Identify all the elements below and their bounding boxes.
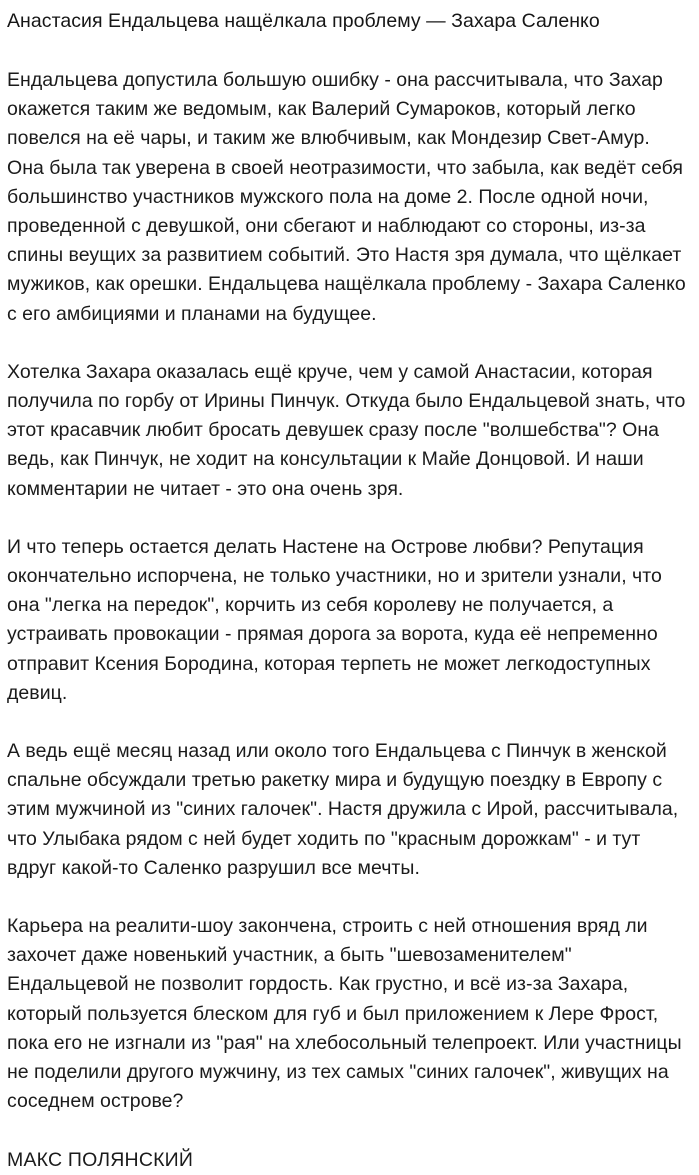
paragraph-spacer: [7, 708, 692, 737]
paragraph-spacer: [7, 329, 692, 358]
paragraph-spacer: [7, 883, 692, 912]
paragraph-spacer: [7, 504, 692, 533]
article-paragraph-5: Карьера на реалити-шоу закончена, строить с ней отношения вряд ли захочет даже новенький участник, а быть "шевозаменителем" Ендальцевой не позволит гордость. Как грустно, и всё из-за Захара, который пользуется блеском для губ и был приложением к Лере Фрост, пока его не изгнали из "рая" на хлебосольный телепроект. Или участницы не поделили другого мужчину, из тех самых "синих галочек", живущих на соседнем острове?: [7, 915, 682, 1113]
article-paragraph-2: Хотелка Захара оказалась ещё круче, чем у самой Анастасии, которая получила по горбу от Ирины Пинчук. Откуда было Ендальцевой знать, что этот красавчик любит бросать девушек сразу после "волшебства"? Она ведь, как Пинчук, не ходит на консультации к Майе Донцовой. И наши комментарии не читает - это она очень зря.: [7, 360, 686, 500]
spacer-before-signature: [7, 1117, 692, 1146]
article-paragraph-1: Ендальцева допустила большую ошибку - она рассчитывала, что Захар окажется таким же ведомым, как Валерий Сумароков, который легко повелся на её чары, и таким же влюбчивым, как Мондезир Свет-Амур. Она была так уверена в своей неотразимости, что забыла, как ведёт себя большинство участников мужского пола на доме 2. После одной ночи, проведенной с девушкой, они сбегают и наблюдают со стороны, из-за спины веущих за развитием событий. Это Настя зря думала, что щёлкает мужиков, как орешки. Ендальцева нащёлкала проблему - Захара Саленко с его амбициями и планами на будущее.: [7, 69, 686, 325]
article-paragraph-3: И что теперь остается делать Настене на Острове любви? Репутация окончательно испорчена, не только участники, но и зрители узнали, что она "легка на передок", корчить из себя королеву не получается, а устраивать провокации - прямая дорога за ворота, куда её непременно отправит Ксения Бородина, которая терпеть не может легкодоступных девиц.: [7, 535, 662, 704]
article-paragraph-4: А ведь ещё месяц назад или около того Ендальцева с Пинчук в женской спальне обсуждали третью ракетку мира и будущую поездку в Европу с этим мужчиной из "синих галочек". Настя дружила с Ирой, рассчитывала, что Улыбака рядом с ней будет ходить по "красным дорожкам" - и тут вдруг какой-то Саленко разрушил все мечты.: [7, 740, 679, 879]
article-headline: Анастасия Ендальцева нащёлкала проблему — Захара Саленко: [7, 10, 600, 32]
article-signature: МАКС ПОЛЯНСКИЙ: [7, 1148, 194, 1171]
spacer-after-headline: [7, 36, 692, 66]
